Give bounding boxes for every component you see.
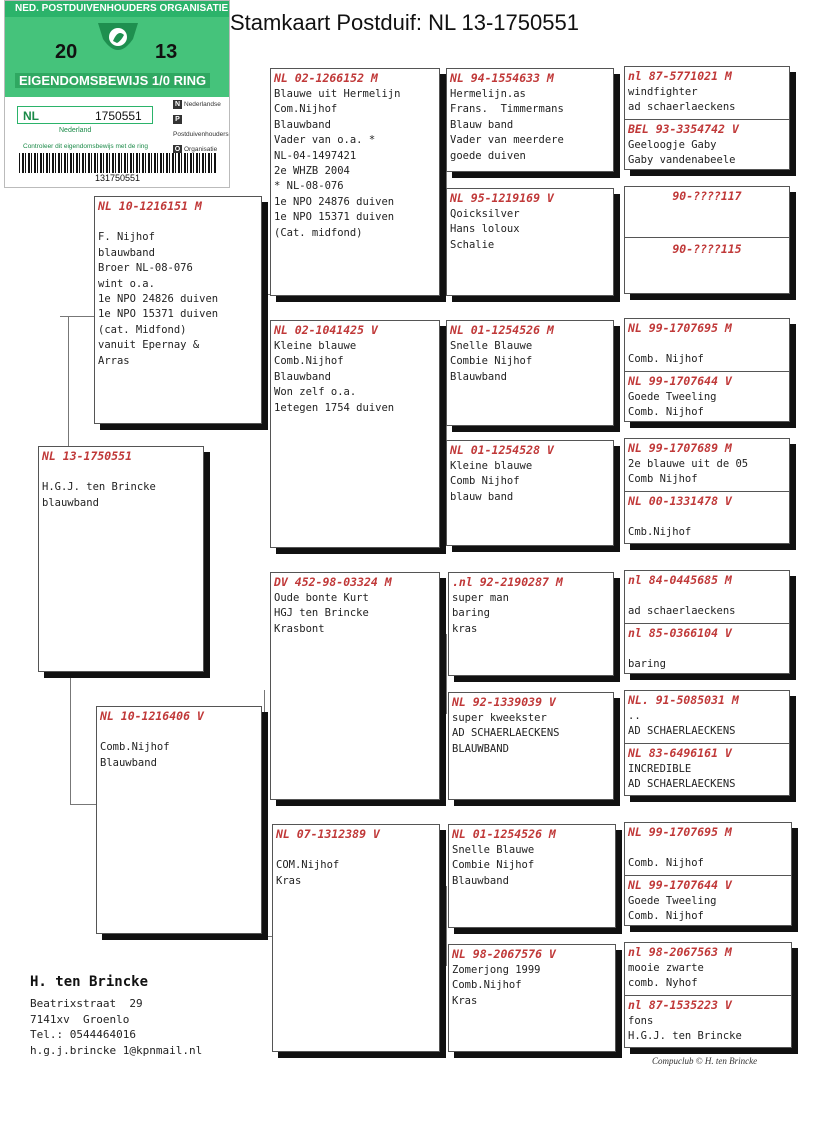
- ring-number: NL 01-1254526 M: [450, 323, 554, 337]
- card-lines: INCREDIBLE AD SCHAERLAECKENS: [628, 763, 736, 791]
- pedigree-card-g3: [446, 320, 614, 426]
- connector-line: [60, 316, 95, 317]
- pedigree-card-g5: [448, 572, 614, 676]
- pedigree-card-fm: [270, 320, 440, 548]
- ring-number: nl 84-0445685 M: [628, 573, 732, 587]
- ring-number: NL 00-1331478 V: [628, 494, 732, 508]
- ring-number: NL 99-1707644 V: [628, 878, 732, 892]
- ring-number: DV 452-98-03324 M: [274, 575, 392, 589]
- pedigree-card-g4: [446, 440, 614, 546]
- ring-number: .nl 92-2190287 M: [452, 575, 563, 589]
- connector-line: [70, 672, 71, 804]
- pedigree-card-g7: [448, 824, 616, 928]
- pedigree-card-mother: [96, 706, 262, 934]
- card-lines: Snelle Blauwe Combie Nijhof Blauwband: [450, 340, 533, 383]
- card-lines: Goede Tweeling Comb. Nijhof: [628, 895, 717, 923]
- card-lines: H.G.J. ten Brincke blauwband: [42, 481, 156, 509]
- ring-number: NL 02-1041425 V: [274, 323, 378, 337]
- card-lines: fons H.G.J. ten Brincke: [628, 1015, 742, 1043]
- pair-divider: [625, 237, 789, 238]
- card-lines: Oude bonte Kurt HGJ ten Brincke Krasbont: [274, 592, 369, 635]
- card-lines: baring: [628, 658, 666, 671]
- connector-line: [264, 294, 265, 346]
- pedigree-card-g1: [446, 68, 614, 172]
- card-lines: Goede Tweeling Comb. Nijhof: [628, 391, 717, 419]
- card-lines: super man baring kras: [452, 592, 509, 635]
- pedigree-card-g6: [448, 692, 614, 800]
- ring-number: NL 01-1254526 M: [452, 827, 556, 841]
- card-lines: COM.Nijhof Kras: [276, 859, 340, 887]
- card-lines: Snelle Blauwe Combie Nijhof Blauwband: [452, 844, 535, 887]
- card-lines: Qoicksilver Hans loloux Schalie: [450, 208, 520, 251]
- pair-bottom: [625, 240, 789, 256]
- pedigree-pair-7: [624, 822, 792, 926]
- pedigree-pair-5: [624, 570, 790, 674]
- ring-number: NL 99-1707695 M: [628, 321, 732, 335]
- connector-line: [446, 634, 447, 714]
- ring-number: NL 83-6496161 V: [628, 746, 732, 760]
- card-lines: Zomerjong 1999 Comb.Nijhof Kras: [452, 964, 541, 1007]
- ring-number: nl 87-1535223 V: [628, 998, 732, 1012]
- ring-number: nl 87-5771021 M: [628, 69, 732, 83]
- lion-emblem-icon: [93, 21, 143, 61]
- pedigree-pair-6: [624, 690, 790, 796]
- pair-bottom: [625, 996, 791, 1045]
- pedigree-pair-8: [624, 942, 792, 1048]
- card-lines: Comb. Nijhof: [628, 857, 704, 870]
- certificate-year-left: 20: [55, 41, 78, 63]
- connector-line: [70, 804, 97, 805]
- pedigree-card-father: [94, 196, 262, 424]
- pair-bottom: [625, 120, 789, 169]
- pedigree-card-g2: [446, 188, 614, 296]
- barcode: [19, 153, 217, 173]
- ring-number: NL 07-1312389 V: [276, 827, 380, 841]
- ring-number: NL 10-1216151 M: [98, 199, 202, 213]
- card-lines: Cmb.Nijhof: [628, 526, 692, 539]
- certificate-ring-number: 1750551: [95, 109, 142, 123]
- ring-number: 90-????115: [672, 242, 742, 256]
- certificate-org: NED. POSTDUIVENHOUDERS ORGANISATIE: [5, 1, 230, 17]
- card-lines: F. Nijhof blauwband Broer NL-08-076 wint o.a. 1e NPO 24826 duiven 1e NPO 15371 duiven (cat. Midfond) vanuit Epernay & Arras: [98, 231, 219, 367]
- card-lines: Comb. Nijhof: [628, 353, 704, 366]
- certificate-country-small: Nederland: [59, 127, 92, 134]
- card-lines: Kleine blauwe Comb.Nijhof Blauwband Won zelf o.a. 1etegen 1754 duiven: [274, 340, 395, 414]
- connector-line: [264, 690, 265, 936]
- barcode-number: 131750551: [95, 173, 141, 183]
- owner-name: H. ten Brincke: [30, 974, 149, 990]
- certificate-title: EIGENDOMSBEWIJS 1/0 RING: [15, 73, 210, 88]
- ring-number: NL 13-1750551: [42, 449, 133, 463]
- pair-bottom: [625, 744, 789, 793]
- ring-number: NL 95-1219169 V: [450, 191, 554, 205]
- ring-number: NL 99-1707689 M: [628, 441, 732, 455]
- ring-number: NL 99-1707644 V: [628, 374, 732, 388]
- card-lines: Hermelijn.as Frans. Timmermans Blauw band Vader van meerdere goede duiven: [450, 88, 564, 162]
- ring-number: NL. 91-5085031 M: [628, 693, 739, 707]
- certificate-note: Controleer dit eigendomsbewijs met de ring: [23, 143, 149, 150]
- pedigree-card-mf: [270, 572, 440, 800]
- card-lines: mooie zwarte comb. Nyhof: [628, 962, 704, 990]
- connector-line: [446, 886, 447, 966]
- card-lines: Kleine blauwe Comb Nijhof blauw band: [450, 460, 533, 503]
- certificate-npo-lines: N Nederlandse PPostduivenhouders O Organisatie: [173, 101, 229, 153]
- pedigree-card-mm: [272, 824, 440, 1052]
- certificate-year-right: 13: [155, 41, 178, 63]
- card-lines: ad schaerlaeckens: [628, 605, 736, 618]
- pedigree-card-g8: [448, 944, 616, 1052]
- pedigree-pair-2: [624, 186, 790, 294]
- page-title: Stamkaart Postduif: NL 13-1750551: [230, 10, 579, 35]
- ring-number: 90-????117: [672, 189, 742, 203]
- card-lines: Blauwe uit Hermelijn Com.Nijhof Blauwband Vader van o.a. * NL-04-1497421 2e WHZB 2004 * NL-08-076 1e NPO 24876 duiven 1e NPO 15371 duiven (Cat. midfond): [274, 88, 401, 239]
- card-lines: super kweekster AD SCHAERLAECKENS BLAUWBAND: [452, 712, 560, 755]
- ring-number: NL 98-2067576 V: [452, 947, 556, 961]
- ring-number: BEL 93-3354742 V: [628, 122, 739, 136]
- ring-number: nl 85-0366104 V: [628, 626, 732, 640]
- pedigree-card-ff: [270, 68, 440, 296]
- card-lines: 2e blauwe uit de 05 Comb Nijhof: [628, 458, 749, 486]
- ownership-certificate: [4, 0, 230, 188]
- certificate-country: NL: [23, 109, 39, 123]
- ring-number: NL 02-1266152 M: [274, 71, 378, 85]
- connector-line: [68, 316, 69, 446]
- card-lines: Geeloogje Gaby Gaby vandenabeele: [628, 139, 736, 167]
- ring-number: NL 10-1216406 V: [100, 709, 204, 723]
- pedigree-pair-4: [624, 438, 790, 544]
- pedigree-pair-1: [624, 66, 790, 170]
- ring-number: nl 98-2067563 M: [628, 945, 732, 959]
- card-lines: Comb.Nijhof Blauwband: [100, 741, 170, 769]
- owner-address: Beatrixstraat 29 7141xv Groenlo Tel.: 0544464016 h.g.j.brincke 1@kpnmail.nl: [30, 997, 203, 1057]
- pedigree-pair-3: [624, 318, 790, 422]
- ring-number: NL 92-1339039 V: [452, 695, 556, 709]
- ring-number: NL 94-1554633 M: [450, 71, 554, 85]
- card-lines: .. AD SCHAERLAECKENS: [628, 710, 736, 738]
- pair-bottom: [625, 372, 789, 421]
- ring-number: NL 01-1254528 V: [450, 443, 554, 457]
- pedigree-card-subject: [38, 446, 204, 672]
- card-lines: windfighter ad schaerlaeckens: [628, 86, 736, 114]
- pair-bottom: [625, 624, 789, 673]
- pair-bottom: [625, 492, 789, 541]
- ring-number: NL 99-1707695 M: [628, 825, 732, 839]
- credit-line: Compuclub © H. ten Brincke: [652, 1056, 758, 1066]
- pair-bottom: [625, 876, 791, 925]
